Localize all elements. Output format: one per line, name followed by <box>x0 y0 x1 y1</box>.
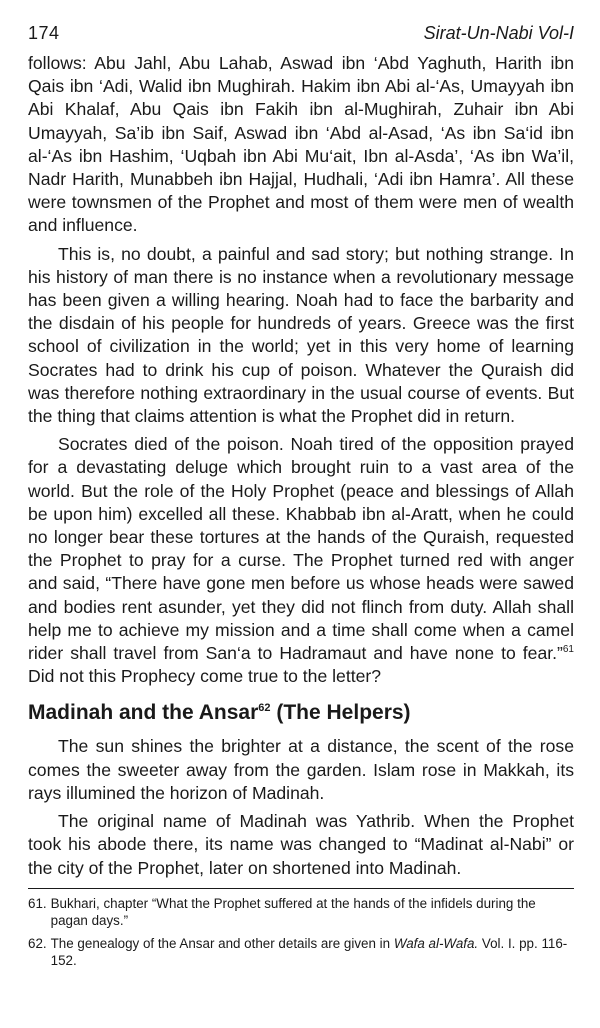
paragraph-yathrib: The original name of Madinah was Yathrib. When the Prophet took his abode there, its name was changed to “Madinat al-Nabi” or the city of the Prophet, later on shortened into Madinah. <box>28 811 574 878</box>
book-page <box>28 22 574 975</box>
footnote-reference-61[interactable]: 61 <box>562 644 574 656</box>
paragraph-text: Socrates died of the poison. Noah tired of the opposition prayed for a devastating deluge which brought ruin to a vast area of the world. But the role of the Holy Prophet (peace and blessings of Allah be upon him) excelled all these. Khabbab ibn al-Aratt, when he could no longer bear these tortures at the hands of the Quraish, requested the Prophet to pray for a curse. The Prophet turned red with anger and said, “There have gone men before us whose heads were sawed and bodies rent asunder, yet they did not flinch from duty. Allah shall help me to achieve my mission and a time shall come when a camel rider shall travel from San‘a to Hadramaut and have none to fear.” <box>28 434 574 664</box>
paragraph-sun-shines: The sun shines the brighter at a distance, the scent of the rose comes the sweeter away from the garden. Islam rose in Makkah, its rays illumined the horizon of Madinah. <box>28 736 574 803</box>
paragraph-text-end: Did not this Prophecy come true to the letter? <box>28 666 382 687</box>
page-header <box>28 22 574 52</box>
footnote-text: Bukhari, chapter “What the Prophet suffered at the hands of the infidels during the pagan days.” <box>50 895 536 928</box>
page-number: 174 <box>28 23 60 43</box>
running-title: Sirat-Un-Nabi Vol-I <box>423 23 574 43</box>
footnote-number: 61. <box>28 895 47 911</box>
book-title: Wafa al-Wafa. <box>393 935 479 951</box>
footnote-62 <box>28 935 574 969</box>
heading-text-end: (The Helpers) <box>270 701 411 725</box>
paragraph-painful-story: This is, no doubt, a painful and sad story; but nothing strange. In his history of man there is no instance when a revolutionary message has been given a willing hearing. Noah had to face the barbarity and the disdain of his people for hundreds of years. Greece was the first school of civilization in the world; yet in this very home of learning Socrates had to drink his cup of poison. Whatever the Quraish did was therefore nothing extraordinary in the usual course of events. But the thing that claims attention is what the Prophet did in return. <box>28 243 574 427</box>
footnote-number: 62. <box>28 935 47 951</box>
paragraph-names-list: follows: Abu Jahl, Abu Lahab, Aswad ibn ‘Abd Yaghuth, Harith ibn Qais ibn ‘Adi, Walid ibn Mughirah. Hakim ibn Abi al-‘As, Umayyah ibn Abi Khalaf, Abu Qais ibn Fakih ibn al-Mughirah, Zuhair ibn Abi Umayyah, Sa’ib ibn Saif, Aswad ibn ‘Abd al-Asad, ‘As ibn Sa‘id ibn al-‘As ibn Hashim, ‘Uqbah ibn Abi Mu‘ait, Ibn al-Asda’, ‘As ibn Wa’il, Nadr Harith, Munabbeh ibn Hajjal, Hudhali, ‘Adi ibn Hamra’. All these were townsmen of the Prophet and most of them were men of wealth and influence. <box>28 53 574 236</box>
heading-text: Madinah and the Ansar <box>28 701 259 725</box>
paragraph-socrates-noah <box>28 433 574 688</box>
section-heading-madinah-ansar <box>28 700 574 726</box>
footnote-text-end: Vol. I. pp. 116-152. <box>50 935 568 968</box>
footnote-divider <box>28 888 574 889</box>
footnote-text-start: The genealogy of the Ansar and other details are given in <box>50 935 394 951</box>
footnote-reference-62[interactable]: 62 <box>258 702 271 715</box>
footnote-61 <box>28 895 574 929</box>
footnote-text <box>51 935 574 969</box>
